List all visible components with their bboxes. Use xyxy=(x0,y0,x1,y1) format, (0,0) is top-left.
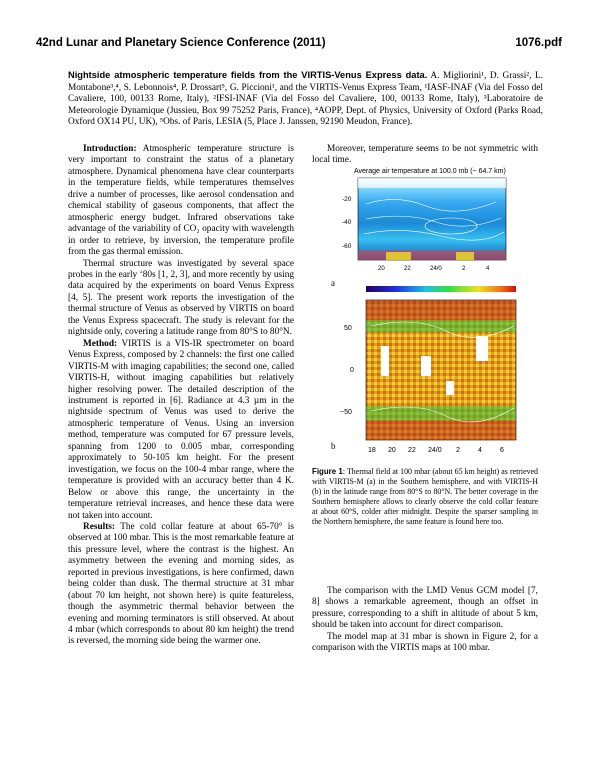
figure-1b xyxy=(326,286,526,461)
temperature-map-a xyxy=(326,164,526,274)
temperature-map-b xyxy=(326,286,526,456)
fig-a-xtick: 2 xyxy=(462,266,466,272)
left-column xyxy=(68,144,294,648)
method-text: VIRTIS is a VIS-IR spectrometer on board Venus Express, composed by 2 channels: the first one called VIRTIS-M with imaging capabilities; the second one, called VIRTIS-H, without imaging capabilities but relatively higher resolving power. The detailed description of the instrument is reported in [6]. Radiance at 4.3 µm in the nightside spectrum of Venus was used to derive the atmospheric temperature of Venus. Using an inversion method, temperature was computed for 67 pressure levels, spanning from 1200 to 0.005 mbar, corresponding approximately to 50-105 km height. For the present investigation, we focus on the 100-4 mbar range, where the temperature is provided with an accuracy better than 4 K. Below or above this range, the uncertainty in the temperature retrieval increases, and hence these data were not taken into account. xyxy=(68,338,294,521)
right-column-bottom xyxy=(312,586,538,655)
fig-a-xtick: 24/0 xyxy=(430,266,442,272)
author-list: A. Migliorini¹, D. Grassi², L. Montabone³,⁴, S. Lebonnois⁴, P. Drossart⁵, G. Piccioni¹, and the VIRTIS-Venus Express Team, ¹IASF-INAF (Via del Fosso del Cavaliere, 100, 00133 Rome, Italy), ²IFSI-INAF (Via del Fosso del Cavaliere, 100, 00133 Rome, Italy), ³Laboratoire de Meteorologie Dynamique (Jussieu, Box 99 75252 Paris, France), ⁴AOPP, Dept. of Physics, University of Oxford (Parks Road, Oxford OX14 PU, UK), ⁵Obs. of Paris, LESIA (5, Place J. Janssen, 92190 Meudon, France). xyxy=(68,71,544,128)
fig-a-xtick: 4 xyxy=(486,266,490,272)
fig-b-xtick: 2 xyxy=(456,447,460,454)
fig-a-ytick: -40 xyxy=(342,219,352,226)
fig-b-label: b xyxy=(331,441,336,451)
fig-b-xtick: 24/0 xyxy=(428,447,442,454)
introduction-paragraph xyxy=(68,144,294,259)
model-paragraph: The model map at 31 mbar is shown in Figure 2, for a comparison with the VIRTIS maps at 100 mbar. xyxy=(312,631,538,654)
introduction-heading: Introduction: xyxy=(83,144,137,154)
fig-a-label: a xyxy=(331,278,335,288)
fig-a-xtick: 20 xyxy=(378,266,385,272)
fig-b-xtick: 20 xyxy=(388,447,396,454)
fig-b-xtick: 22 xyxy=(408,447,416,454)
fig-b-colorbar xyxy=(366,286,516,292)
comparison-paragraph: The comparison with the LMD Venus GCM model [7, 8] shows a remarkable agreement, though an offset in pressure, corresponding to a shift in altitude of about 5 km, should be taken into account for direct comparison. xyxy=(312,586,538,631)
method-paragraph xyxy=(68,339,294,522)
figure-caption xyxy=(312,467,538,526)
fig-a-ytick: -60 xyxy=(342,243,352,250)
fig-b-xtick: 18 xyxy=(368,447,376,454)
caption-label: Figure 1 xyxy=(312,467,343,476)
fig-a-ytick: -20 xyxy=(342,196,352,203)
results-paragraph xyxy=(68,522,294,648)
figure-1a xyxy=(326,164,526,279)
title-block xyxy=(68,70,543,129)
method-heading: Method: xyxy=(83,338,118,349)
history-paragraph: Thermal structure was investigated by several space probes in the early ‘80s [1, 2, 3], and more recently by using data acquired by the experiments on board Venus Express [4, 5]. The present work reports the investigation of the thermal structure of Venus as observed by VIRTIS on board the Venus Express spacecraft. The study is relevant for the nightside only, covering a latitude range from 80°S to 80°N. xyxy=(68,258,294,338)
fig-a-plot-area xyxy=(358,178,506,260)
fig-a-xtick: 22 xyxy=(404,266,411,272)
fig-b-xtick: 6 xyxy=(500,447,504,454)
paper-title: Nightside atmospheric temperature fields from the VIRTIS-Venus Express data. xyxy=(68,70,428,80)
fig-a-title: Average air temperature at 100.0 mb (~ 64.7 km) xyxy=(354,168,506,175)
results-text: The cold collar feature at about 65-70° is observed at 100 mbar. This is the most remarkable feature at this pressure level, where the contrast is the highest. An asymmetry between the evening and morning sides, as reported in previous investigations, is here confirmed, dawn being colder than dusk. The thermal structure at 31 mbar (about 70 km height, not shown here) is quite featureless, though the asymmetric thermal behavior between the evening and morning terminators is still observed. At about 4 mbar (which corresponds to about 80 km height) the trend is reversed, the morning side being the warmer one. xyxy=(68,521,295,647)
fig-b-ytick: −50 xyxy=(340,409,352,416)
caption-text: : Thermal field at 100 mbar (about 65 km height) as retrieved with VIRTIS-M (a) in the Southern hemisphere, and with VIRTIS-H (b) in the latitude range from 80°S to 80°N. The better coverage in the Southern hemisphere allows to clearly observe the cold collar feature at about 60°S, colder after midnight. Despite the sparser sampling in the Northern hemisphere, the same feature is found here too. xyxy=(312,467,538,526)
fig-b-ytick: 0 xyxy=(350,367,354,374)
paper-id: 1076.pdf xyxy=(515,37,562,49)
conference-header: 42nd Lunar and Planetary Science Conference (2011) xyxy=(36,37,326,49)
fig-b-xtick: 4 xyxy=(478,447,482,454)
fig-b-ytick: 50 xyxy=(344,325,352,332)
introduction-text: Atmospheric temperature structure is very important to constraint the status of a planetary atmosphere. Dynamical phenomena have clear counterparts in the temperature fields, while temperatures themselves drive a number of processes, like aerosol condensation and chemical stability of gaseous components, that affect the atmospheric energy budget. Infrared observations take advantage of the variability of CO₂ opacity with wavelength in order to retrieve, by inversion, the temperature profile from the gas thermal emission. xyxy=(68,144,294,258)
asymmetry-paragraph: Moreover, temperature seems to be not symmetric with local time. xyxy=(312,144,538,166)
results-heading: Results: xyxy=(83,521,116,532)
